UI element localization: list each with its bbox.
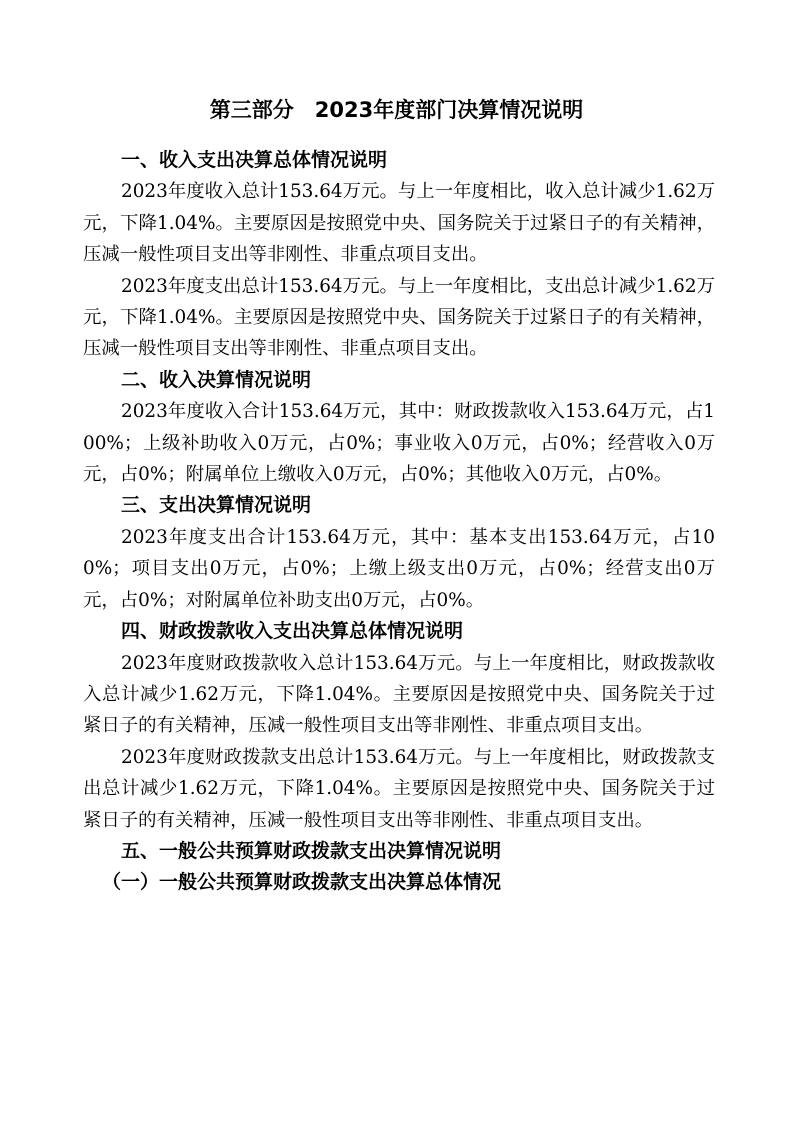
paragraph-income-total: 2023年度收入总计153.64万元。与上一年度相比，收入总计减少1.62万元，下降1.04%。主要原因是按照党中央、国务院关于过紧日子的有关精神，压减一般性项目支出等非刚性、非重点项目支出。 <box>83 181 715 266</box>
paragraph-income-detail: 2023年度收入合计153.64万元，其中：财政拨款收入153.64万元，占100%；上级补助收入0万元，占0%；事业收入0万元，占0%；经营收入0万元，占0%；附属单位上缴收入0万元，占0%；其他收入0万元，占0%。 <box>83 401 715 486</box>
section-heading-5: 五、一般公共预算财政拨款支出决算情况说明 <box>121 839 502 862</box>
paragraph-expenditure-detail: 2023年度支出合计153.64万元，其中：基本支出153.64万元，占100%；项目支出0万元，占0%；上缴上级支出0万元，占0%；经营支出0万元，占0%；对附属单位补助支出0万元，占0%。 <box>83 526 715 611</box>
paragraph-fiscal-expenditure: 2023年度财政拨款支出总计153.64万元。与上一年度相比，财政拨款支出总计减少1.62万元，下降1.04%。主要原因是按照党中央、国务院关于过紧日子的有关精神，压减一般性项目支出等非刚性、非重点项目支出。 <box>83 746 715 831</box>
subsection-heading-5-1: （一）一般公共预算财政拨款支出决算总体情况 <box>102 871 502 894</box>
page-title: 第三部分 2023年度部门决算情况说明 <box>209 98 584 122</box>
paragraph-fiscal-income: 2023年度财政拨款收入总计153.64万元。与上一年度相比，财政拨款收入总计减少1.62万元，下降1.04%。主要原因是按照党中央、国务院关于过紧日子的有关精神，压减一般性项目支出等非刚性、非重点项目支出。 <box>83 652 715 737</box>
paragraph-expenditure-total: 2023年度支出总计153.64万元。与上一年度相比，支出总计减少1.62万元，下降1.04%。主要原因是按照党中央、国务院关于过紧日子的有关精神，压减一般性项目支出等非刚性、非重点项目支出。 <box>83 275 715 360</box>
section-heading-4: 四、财政拨款收入支出决算总体情况说明 <box>121 620 464 643</box>
section-heading-3: 三、支出决算情况说明 <box>121 494 312 517</box>
section-heading-2: 二、收入决算情况说明 <box>121 368 312 391</box>
section-heading-1: 一、收入支出决算总体情况说明 <box>121 149 388 171</box>
document-body <box>83 145 715 899</box>
